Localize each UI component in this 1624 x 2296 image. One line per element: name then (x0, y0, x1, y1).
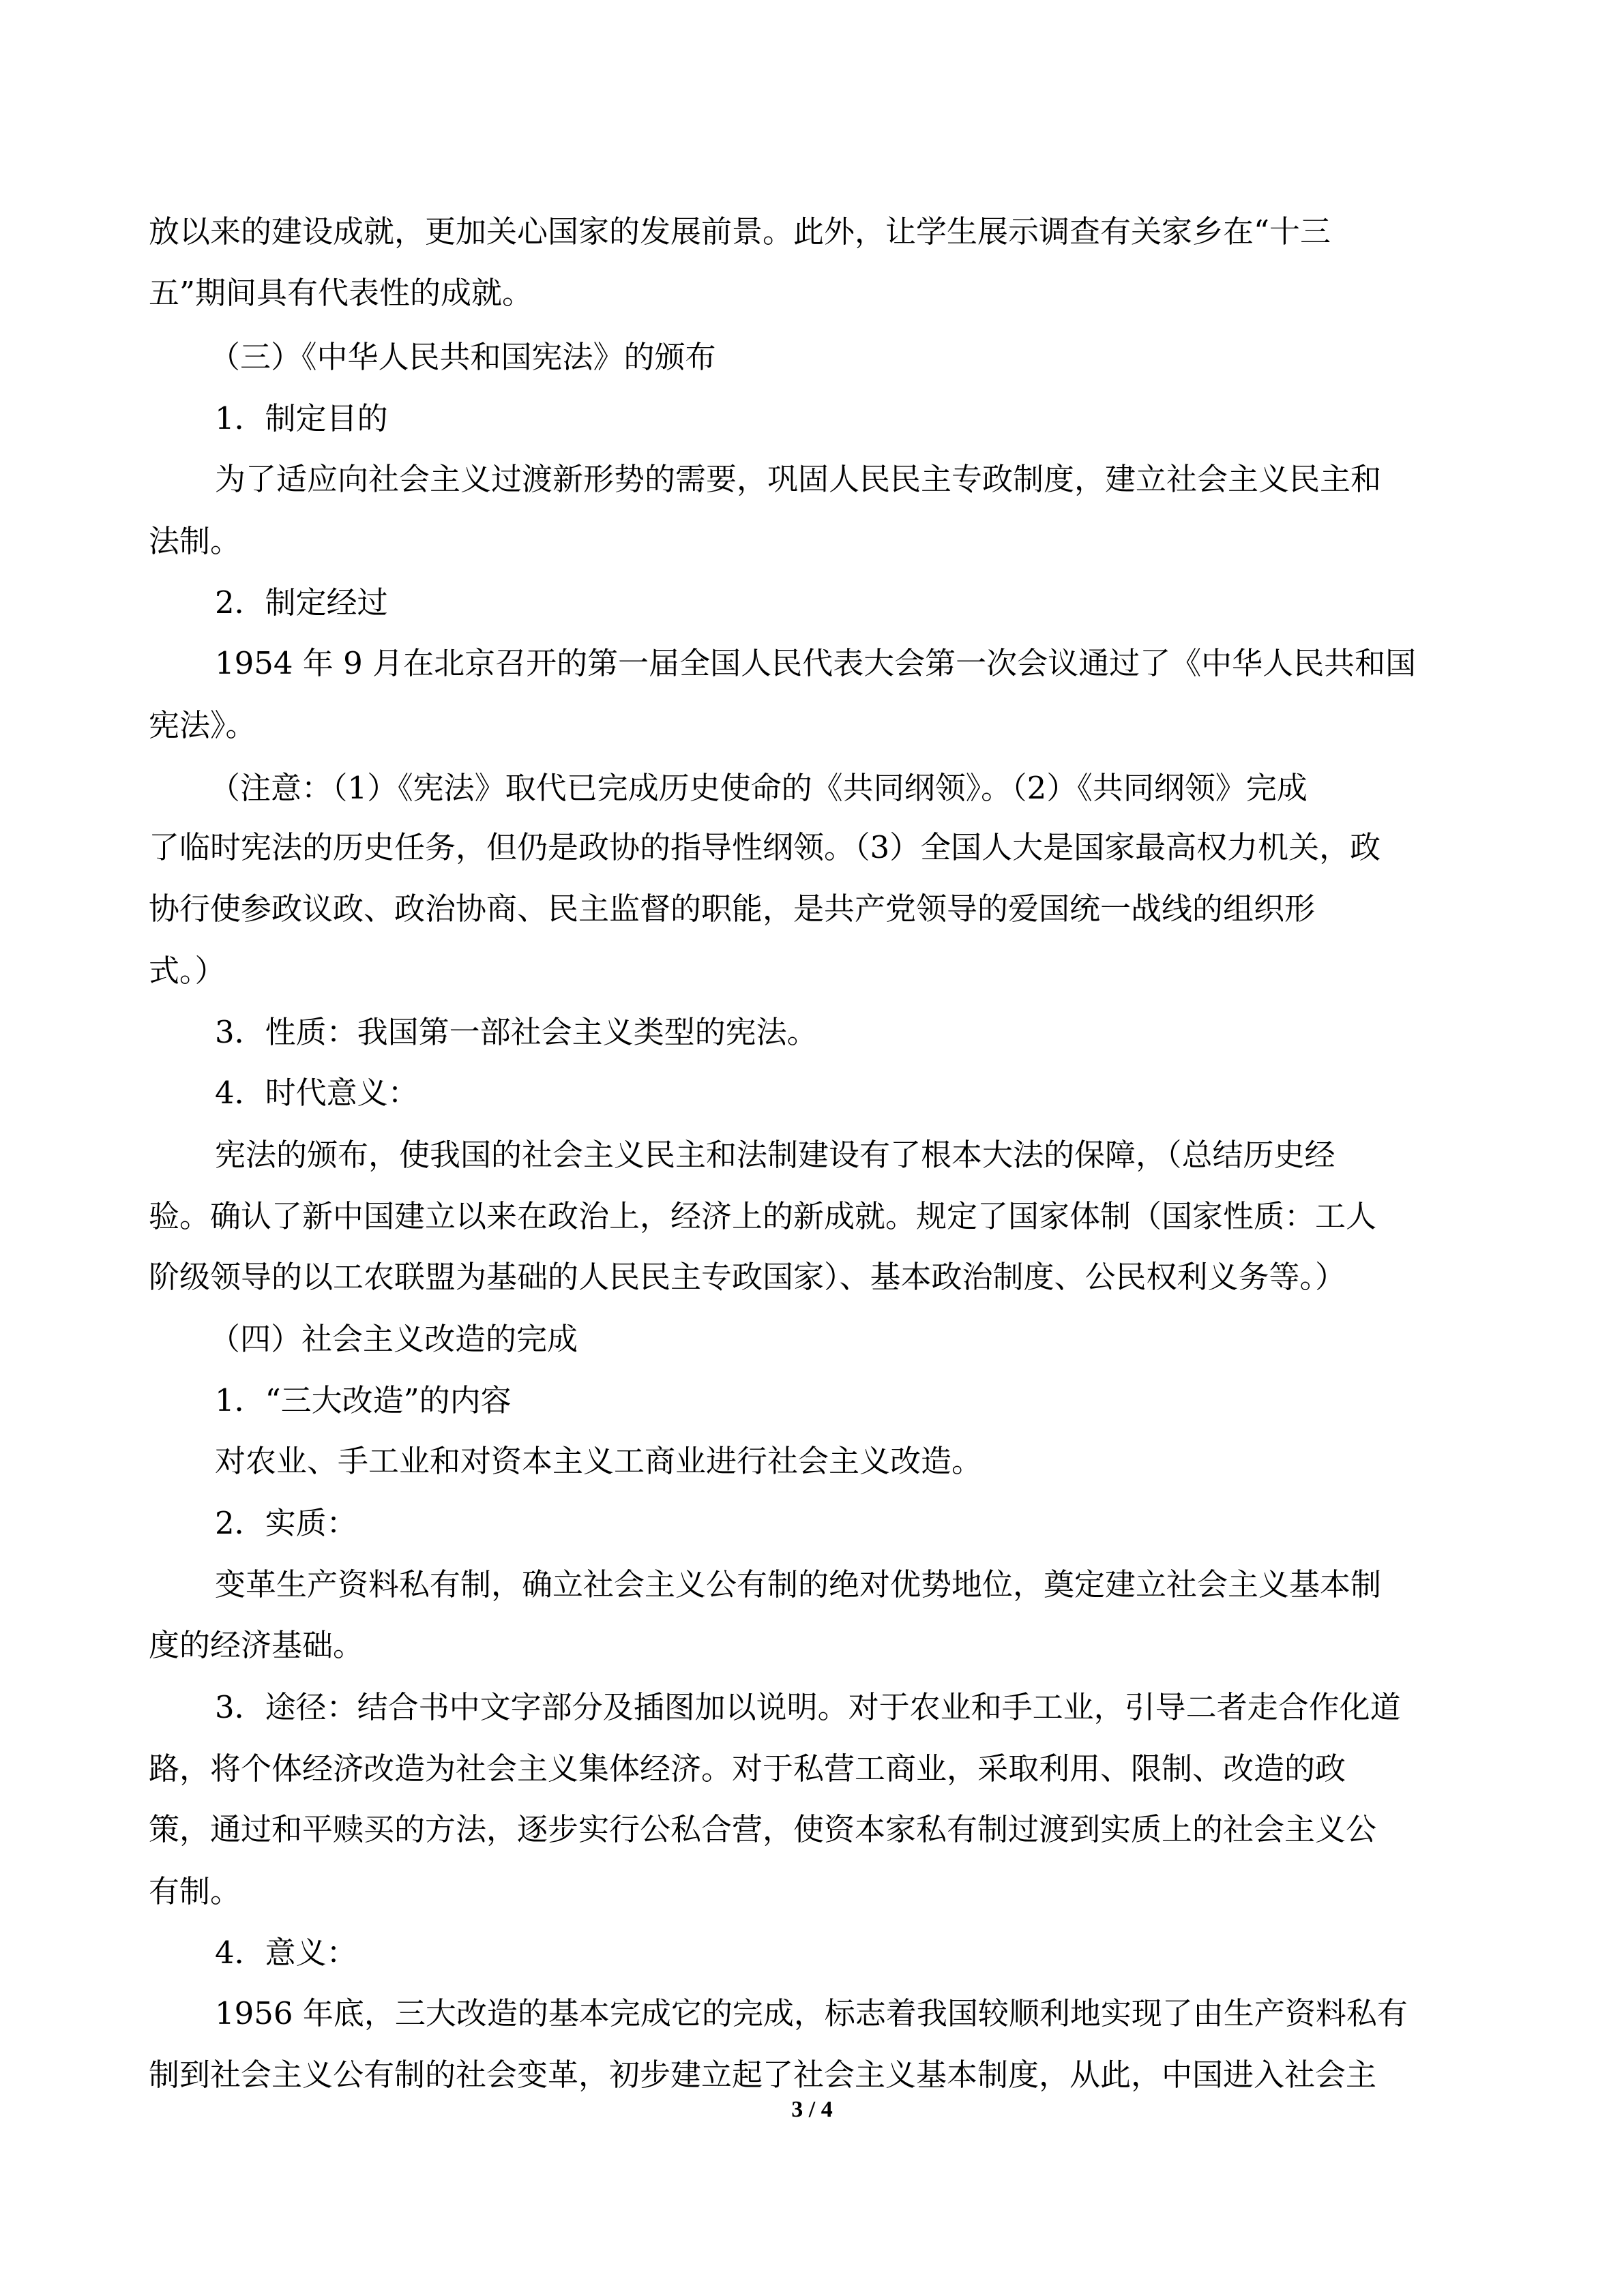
text-line: 五”期间具有代表性的成就。 (149, 275, 533, 311)
text-line: 验。确认了新中国建立以来在政治上，经济上的新成就。规定了国家体制（国家性质：工人 (149, 1198, 1377, 1234)
text-line: 宪法》。 (149, 707, 256, 743)
text-line: 法制。 (149, 523, 241, 559)
page-number: 3 / 4 (791, 2097, 833, 2122)
text-line: 策，通过和平赎买的方法，逐步实行公私合营，使资本家私有制过渡到实质上的社会主义公 (149, 1811, 1377, 1847)
text-line: 有制。 (149, 1873, 241, 1909)
text-line: 度的经济基础。 (149, 1627, 364, 1663)
text-line: （注意：（1）《宪法》取代已完成历史使命的《共同纲领》。（2）《共同纲领》完成 (209, 770, 1308, 806)
subheading: 4．时代意义： (215, 1075, 419, 1111)
text-line: 3．性质：我国第一部社会主义类型的宪法。 (215, 1014, 818, 1050)
text-line: 对农业、手工业和对资本主义工商业进行社会主义改造。 (215, 1443, 983, 1479)
text-line: 协行使参政议政、政治协商、民主监督的职能，是共产党领导的爱国统一战线的组织形 (149, 891, 1316, 927)
section-heading: （三）《中华人民共和国宪法》的颁布 (209, 339, 716, 375)
text-line: 式。） (149, 953, 226, 989)
text-line: 制到社会主义公有制的社会变革，初步建立起了社会主义基本制度，从此，中国进入社会主 (149, 2057, 1377, 2093)
subheading: 2．制定经过 (215, 584, 388, 621)
text-line: 放以来的建设成就，更加关心国家的发展前景。此外，让学生展示调查有关家乡在“十三 (149, 213, 1331, 250)
subheading: 4．意义： (215, 1935, 357, 1971)
text-line: 3．途径：结合书中文字部分及插图加以说明。对于农业和手工业，引导二者走合作化道 (215, 1689, 1401, 1725)
text-line: 为了适应向社会主义过渡新形势的需要，巩固人民民主专政制度，建立社会主义民主和 (215, 461, 1382, 497)
text-line: 1954 年 9 月在北京召开的第一届全国人民代表大会第一次会议通过了《中华人民共和国 (215, 645, 1417, 681)
text-line: 路，将个体经济改造为社会主义集体经济。对于私营工商业，采取利用、限制、改造的政 (149, 1750, 1346, 1787)
section-heading: （四）社会主义改造的完成 (209, 1321, 578, 1357)
subheading: 1．“三大改造”的内容 (215, 1382, 512, 1418)
text-line: 1956 年底，三大改造的基本完成它的完成，标志着我国较顺利地实现了由生产资料私有 (215, 1995, 1408, 2031)
text-line: 宪法的颁布，使我国的社会主义民主和法制建设有了根本大法的保障，（总结历史经 (215, 1137, 1335, 1173)
text-line: 了临时宪法的历史任务，但仍是政协的指导性纲领。（3）全国人大是国家最高权力机关，政 (149, 829, 1381, 865)
text-line: 变革生产资料私有制，确立社会主义公有制的绝对优势地位，奠定建立社会主义基本制 (215, 1566, 1382, 1602)
text-line: 阶级领导的以工农联盟为基础的人民民主专政国家）、基本政治制度、公民权利义务等。） (149, 1259, 1346, 1295)
subheading: 1．制定目的 (215, 400, 388, 436)
subheading: 2．实质： (215, 1505, 357, 1541)
